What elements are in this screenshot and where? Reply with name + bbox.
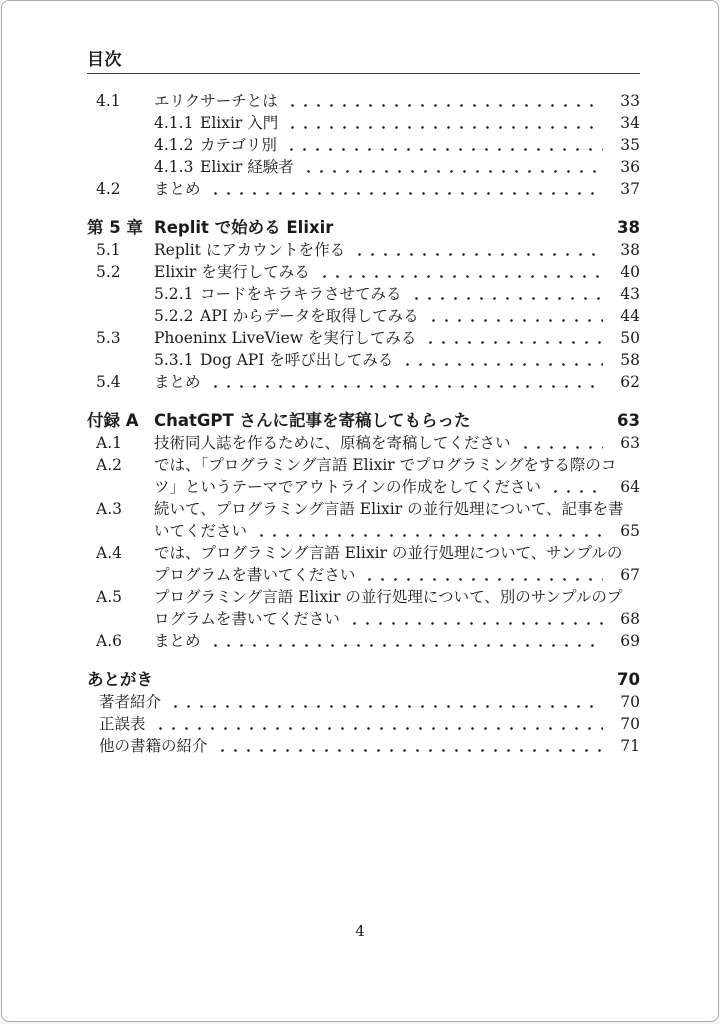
chapter-label: あとがき (87, 670, 153, 689)
dot-leader (286, 126, 603, 129)
dot-leader (348, 622, 603, 625)
chapter-heading (87, 669, 640, 691)
entry-title: 他の書籍の紹介 (99, 737, 208, 755)
entry-page: 37 (620, 180, 640, 198)
chapter-label: 付録 A (87, 411, 139, 430)
page-number-footer: 4 (355, 922, 365, 940)
entry-number: 4.1 (96, 92, 121, 110)
entry-number: 5.3 (96, 329, 121, 347)
toc-entry (87, 261, 640, 283)
toc-entry (87, 454, 640, 476)
entry-title: エリクサーチとは (154, 92, 278, 110)
chapter-heading (87, 410, 640, 432)
entry-number: 5.1 (96, 241, 121, 259)
entry-title-line2: プログラムを書いてください (154, 566, 356, 584)
entry-title: Dog API を呼び出してみる (200, 351, 394, 369)
entry-page: 58 (620, 351, 640, 369)
entry-title: Elixir 入門 (200, 114, 279, 132)
entry-title: Elixir を実行してみる (154, 263, 310, 281)
entry-number: 5.2.1 (154, 285, 194, 303)
dot-leader (353, 253, 603, 256)
toc-entry (87, 542, 640, 564)
toc-page (1, 0, 719, 1022)
entry-number: 5.2 (96, 263, 121, 281)
entry-number: 5.2.2 (154, 307, 194, 325)
dot-leader (363, 578, 603, 581)
toc-group-appendix-a (87, 410, 640, 652)
toc-group-afterword (87, 669, 640, 757)
entry-title: 著者紹介 (99, 693, 162, 711)
entry-title: カテゴリ別 (200, 136, 277, 154)
entry-page: 68 (620, 610, 640, 628)
dot-leader (302, 170, 603, 173)
toc-entry (87, 713, 640, 735)
toc-entry (87, 156, 640, 178)
chapter-heading (87, 217, 640, 239)
entry-title: Replit にアカウントを作る (154, 241, 346, 259)
toc-entry (87, 349, 640, 371)
entry-page: 71 (620, 737, 640, 755)
entry-number: 5.3.1 (154, 351, 194, 369)
entry-page: 50 (620, 329, 640, 347)
entry-page: 36 (620, 158, 640, 176)
entry-title-line1: 続いて、プログラミング言語 Elixir の並行処理について、記事を書 (154, 500, 624, 518)
entry-title-line1: では、「プログラミング言語 Elixir でプログラミングをする際のコ (154, 456, 617, 474)
entry-page: 62 (620, 373, 640, 391)
dot-leader (401, 363, 603, 366)
table-of-contents (87, 90, 640, 757)
chapter-title: Replit で始める Elixir (154, 218, 334, 237)
chapter-page: 63 (617, 411, 640, 430)
toc-entry-continuation (87, 608, 640, 630)
toc-entry-continuation (87, 476, 640, 498)
entry-page: 69 (620, 632, 640, 650)
dot-leader (410, 297, 603, 300)
entry-title: API からデータを取得してみる (200, 307, 419, 325)
entry-number: A.4 (96, 544, 122, 562)
toc-entry (87, 327, 640, 349)
toc-entry (87, 283, 640, 305)
entry-title-line2: ツ」というテーマでアウトラインの作成をしてください (154, 478, 542, 496)
toc-entry (87, 371, 640, 393)
entry-title: Phoeninx LiveView を実行してみる (154, 329, 417, 347)
chapter-title: ChatGPT さんに記事を寄稿してもらった (154, 411, 471, 430)
chapter-page: 70 (617, 670, 640, 689)
dot-leader (519, 446, 603, 449)
dot-leader (549, 490, 603, 493)
entry-title: まとめ (154, 180, 201, 198)
entry-number: 4.1.3 (154, 158, 194, 176)
toc-entry (87, 432, 640, 454)
entry-page: 35 (620, 136, 640, 154)
dot-leader (209, 385, 603, 388)
entry-title: 正誤表 (99, 715, 146, 733)
entry-title: 技術同人誌を作るために、原稿を寄稿してください (154, 434, 511, 452)
entry-number: A.5 (96, 588, 122, 606)
toc-entry-continuation (87, 520, 640, 542)
dot-leader (286, 104, 603, 107)
entry-number: A.6 (96, 632, 122, 650)
toc-entry (87, 691, 640, 713)
toc-entry (87, 178, 640, 200)
toc-entry (87, 90, 640, 112)
page-header (87, 45, 640, 74)
entry-number: A.3 (96, 500, 122, 518)
entry-title-line2: いてください (154, 522, 248, 540)
toc-entry-continuation (87, 564, 640, 586)
entry-title-line1: では、プログラミング言語 Elixir の並行処理について、サンプルの (154, 544, 623, 562)
chapter-page: 38 (617, 218, 640, 237)
toc-entry (87, 735, 640, 757)
toc-group-ch5 (87, 217, 640, 393)
entry-title-line2: ログラムを書いてください (154, 610, 340, 628)
toc-entry (87, 498, 640, 520)
entry-number: A.2 (96, 456, 122, 474)
entry-title: まとめ (154, 373, 201, 391)
toc-entry (87, 239, 640, 261)
dot-leader (169, 705, 603, 708)
dot-leader (154, 727, 603, 730)
dot-leader (285, 148, 603, 151)
dot-leader (424, 341, 603, 344)
toc-entry (87, 586, 640, 608)
dot-leader (216, 749, 603, 752)
entry-page: 67 (620, 566, 640, 584)
entry-title: Elixir 経験者 (200, 158, 294, 176)
entry-page: 33 (620, 92, 640, 110)
entry-page: 63 (620, 434, 640, 452)
toc-entry (87, 305, 640, 327)
entry-page: 40 (620, 263, 640, 281)
chapter-label: 第 5 章 (87, 218, 143, 237)
toc-group-ch4 (87, 90, 640, 200)
entry-page: 65 (620, 522, 640, 540)
entry-number: 4.2 (96, 180, 121, 198)
dot-leader (427, 319, 603, 322)
entry-page: 38 (620, 241, 640, 259)
entry-page: 64 (620, 478, 640, 496)
entry-number: 5.4 (96, 373, 121, 391)
entry-number: A.1 (96, 434, 122, 452)
entry-title: まとめ (154, 632, 201, 650)
page-title: 目次 (87, 50, 122, 70)
entry-page: 70 (620, 715, 640, 733)
dot-leader (255, 534, 603, 537)
toc-entry (87, 134, 640, 156)
entry-page: 43 (620, 285, 640, 303)
entry-title: コードをキラキラさせてみる (200, 285, 402, 303)
entry-page: 44 (620, 307, 640, 325)
dot-leader (209, 644, 603, 647)
entry-number: 4.1.1 (154, 114, 194, 132)
entry-page: 34 (620, 114, 640, 132)
dot-leader (209, 192, 603, 195)
page-content (87, 45, 640, 757)
entry-page: 70 (620, 693, 640, 711)
toc-entry (87, 630, 640, 652)
dot-leader (318, 275, 603, 278)
entry-title-line1: プログラミング言語 Elixir の並行処理について、別のサンプルのプ (154, 588, 623, 606)
entry-number: 4.1.2 (154, 136, 194, 154)
toc-entry (87, 112, 640, 134)
